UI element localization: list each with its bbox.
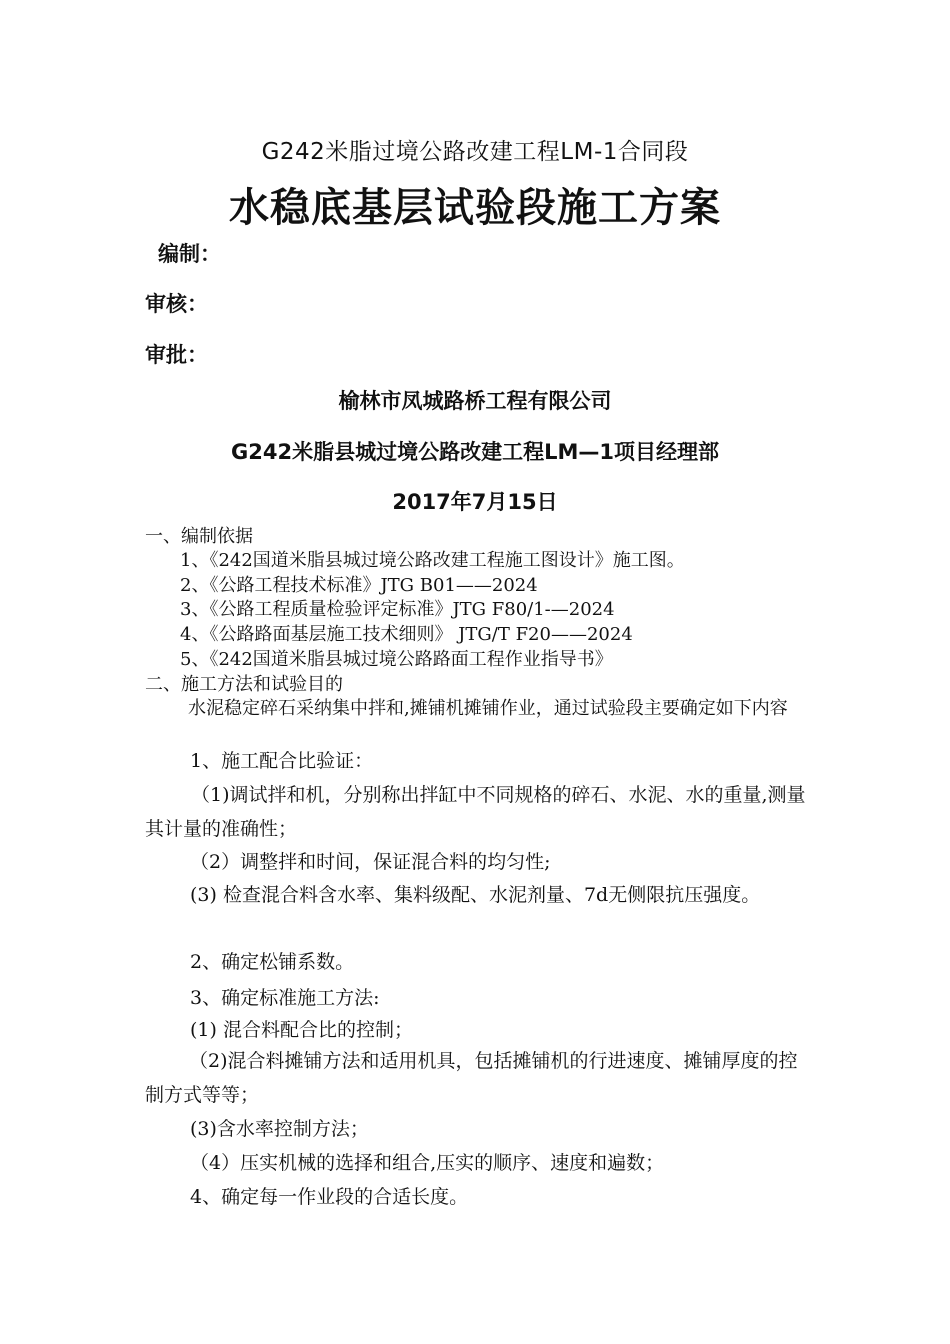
step3d-paragraph: （4）压实机械的选择和组合,压实的顺序、速度和遍数； bbox=[190, 1152, 665, 1174]
section2-heading: 二、施工方法和试验目的 bbox=[145, 674, 343, 695]
company-name: 榆林市凤城路桥工程有限公司 bbox=[338, 389, 612, 413]
compile-signature-label: 编制： bbox=[158, 242, 221, 266]
approve-signature-label: 审批： bbox=[145, 343, 208, 367]
step3b-paragraph: （2)混合料摊铺方法和适用机具，包括摊铺机的行进速度、摊铺厚度的控制方式等等； bbox=[145, 1050, 798, 1106]
step1b-paragraph: （2）调整拌和时间，保证混合料的均匀性; bbox=[190, 851, 551, 873]
reference-item: 5、《242国道米脂县城过境公路路面工程作业指导书》 bbox=[180, 649, 613, 670]
step3a-paragraph: (1) 混合料配合比的控制； bbox=[190, 1019, 413, 1041]
reference-item: 1、《242国道米脂县城过境公路改建工程施工图设计》施工图。 bbox=[180, 550, 685, 571]
step1a-paragraph: （1)调试拌和机，分别称出拌缸中不同规格的碎石、水泥、水的重量,测量其计量的准确性； bbox=[145, 784, 806, 840]
project-subtitle: G242米脂过境公路改建工程LM-1合同段 bbox=[261, 139, 689, 165]
step2-paragraph: 2、确定松铺系数。 bbox=[190, 951, 355, 973]
reference-item: 4、《公路路面基层施工技术细则》 JTG/T F20——2024 bbox=[180, 624, 633, 645]
reference-item: 3、《公路工程质量检验评定标准》JTG F80/1-—2024 bbox=[180, 599, 615, 620]
step3c-paragraph: (3)含水率控制方法； bbox=[190, 1118, 369, 1140]
step4-paragraph: 4、确定每一作业段的合适长度。 bbox=[190, 1186, 469, 1208]
step1-paragraph: 1、施工配合比验证： bbox=[190, 750, 374, 772]
section1-heading: 一、编制依据 bbox=[145, 526, 253, 547]
document-date: 2017年7月15日 bbox=[392, 490, 558, 514]
reference-item: 2、《公路工程技术标准》JTG B01——2024 bbox=[180, 575, 538, 596]
step1c-paragraph: (3) 检查混合料含水率、集料级配、水泥剂量、7d无侧限抗压强度。 bbox=[190, 884, 761, 906]
section2-intro: 水泥稳定碎石采纳集中拌和,摊铺机摊铺作业，通过试验段主要确定如下内容 bbox=[188, 698, 788, 719]
review-signature-label: 审核： bbox=[145, 292, 208, 316]
document-title: 水稳底基层试验段施工方案 bbox=[229, 185, 721, 231]
project-department: G242米脂县城过境公路改建工程LM—1项目经理部 bbox=[231, 440, 719, 464]
step3-paragraph: 3、确定标准施工方法: bbox=[190, 987, 380, 1009]
